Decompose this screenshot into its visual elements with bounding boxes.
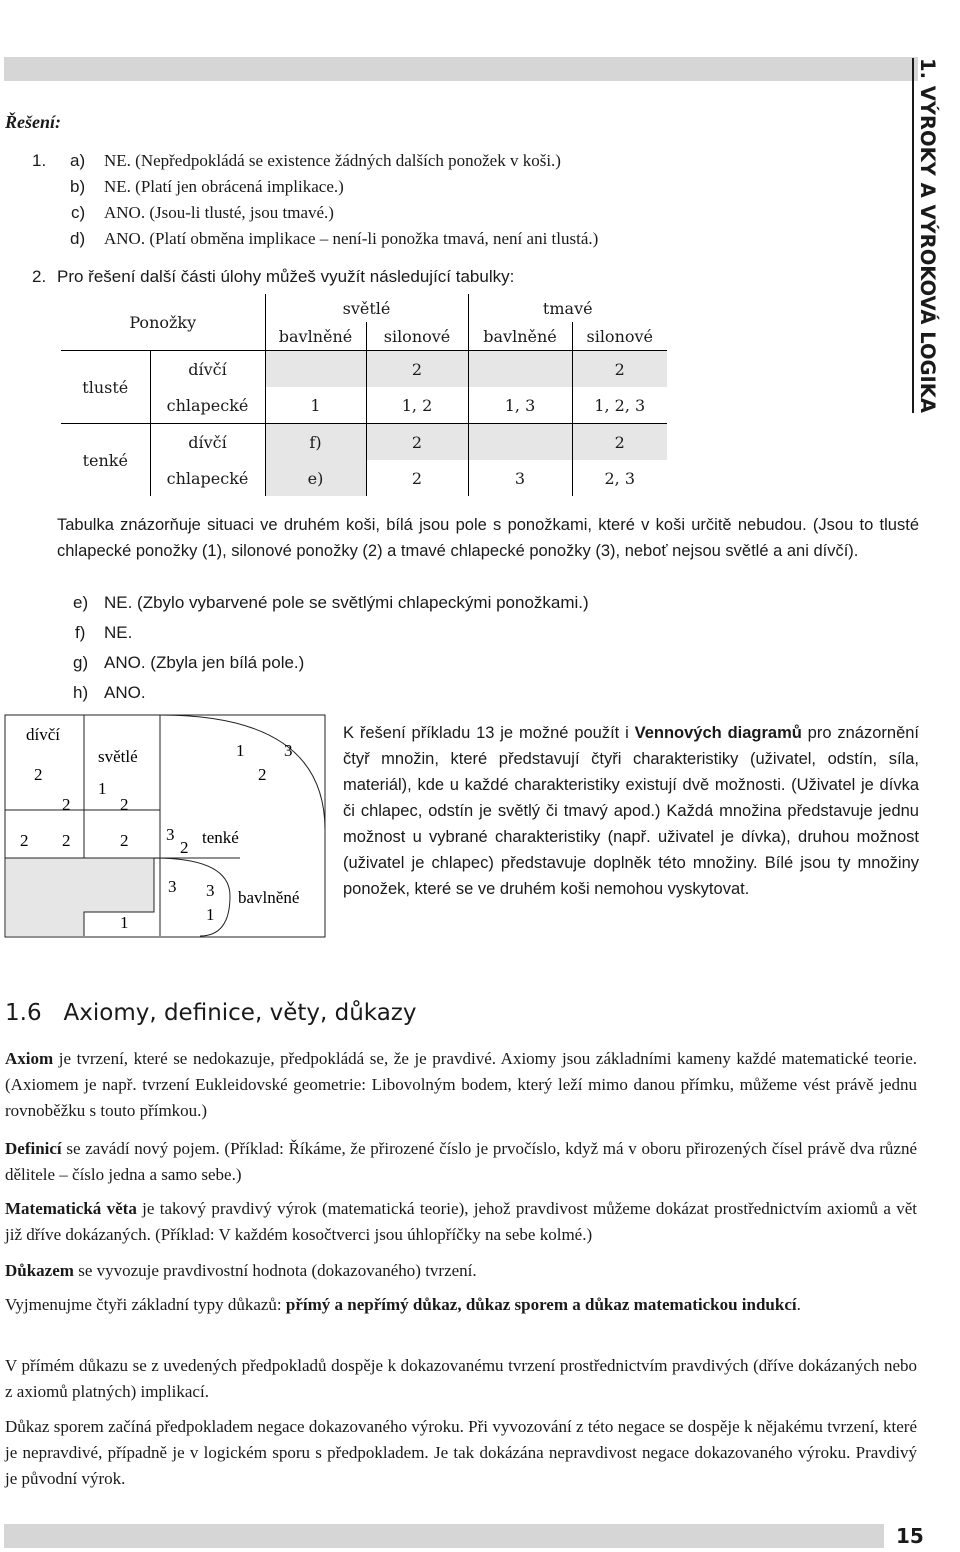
venn-label-cotton: bavlněné (238, 888, 300, 907)
cell-thick-boys-3: 1, 3 (468, 387, 572, 424)
answer-g-text: ANO. (Zbyla jen bílá pole.) (104, 653, 305, 672)
proof-text: se vyvozuje pravdivostní hodnota (dokazovaného) tvrzení. (73, 1261, 477, 1280)
cell-thin-boys-3: 3 (468, 460, 572, 496)
section-title: Axiomy, definice, věty, důkazy (63, 1000, 417, 1026)
row-thick-girls: dívčí (150, 351, 265, 388)
venn-num: 1 (120, 913, 129, 932)
table-corner: Ponožky (61, 294, 265, 351)
venn-label-girls: dívčí (26, 725, 60, 744)
venn-num: 2 (34, 765, 43, 784)
header-bar (4, 57, 918, 81)
answer-h-text: ANO. (104, 683, 146, 702)
proof-types-text: Vyjmenujme čtyři základní typy důkazů: (5, 1295, 286, 1314)
proof-paragraph (5, 1258, 917, 1284)
answer-g-label: g) (73, 653, 89, 672)
chapter-title: 1. VÝROKY A VÝROKOVÁ LOGIKA (912, 58, 938, 413)
definition-paragraph (5, 1136, 917, 1188)
cell-thin-boys-1: e) (265, 460, 366, 496)
answer-c-text: ANO. (Jsou-li tlusté, jsou tmavé.) (104, 203, 334, 222)
theorem-term: Matematická věta (5, 1199, 137, 1218)
answer-a-text: NE. (Nepředpokládá se existence žádných dalších ponožek v koši.) (104, 151, 561, 170)
cell-thin-girls-2: 2 (366, 424, 468, 461)
venn-outer-arc (160, 715, 325, 830)
solution-heading: Řešení: (5, 112, 61, 132)
answer-d-text: ANO. (Platí obměna implikace – není-li ponožka tmavá, není ani tlustá.) (104, 229, 599, 248)
answer-e-label: e) (73, 593, 89, 612)
proof-types-paragraph (5, 1292, 917, 1318)
venn-num: 3 (206, 881, 215, 900)
col-light-silk: silonové (366, 322, 468, 351)
col-dark-cotton: bavlněné (468, 322, 572, 351)
row-thin-boys: chlapecké (150, 460, 265, 496)
venn-text-before: K řešení příkladu 13 je možné použít i (343, 724, 635, 742)
venn-num: 1 (206, 905, 215, 924)
cell-thick-boys-4: 1, 2, 3 (572, 387, 667, 424)
item-2-text: Pro řešení další části úlohy můžeš využít následující tabulky: (57, 267, 515, 286)
direct-proof-paragraph: V přímém důkazu se z uvedených předpokladů dospěje k dokazovanému tvrzení prostřednictvím pravdivých (dříve dokázaných nebo z axiomů platných) implikací. (5, 1356, 917, 1401)
axiom-text: je tvrzení, které se nedokazuje, předpokládá se, že je pravdivé. Axiomy jsou základními kameny každé matematické teorie. (Axiomem je např. tvrzení Eukleidovské geometrie: Libovolným bodem, který leží mimo danou přímku, můžeme vést právě jednu rovnoběžku s touto přímkou.) (5, 1049, 917, 1120)
page-number: 15 (896, 1524, 924, 1548)
venn-label-thin: tenké (202, 828, 239, 847)
answer-b-text: NE. (Platí jen obrácená implikace.) (104, 177, 344, 196)
definition-term: Definicí (5, 1139, 62, 1158)
cell-thin-girls-1: f) (265, 424, 366, 461)
answer-f-text: NE. (104, 623, 133, 642)
section-heading (5, 1000, 416, 1026)
axiom-paragraph (5, 1046, 917, 1124)
venn-gray-region-2 (84, 858, 154, 912)
theorem-paragraph (5, 1196, 917, 1248)
contradiction-paragraph: Důkaz sporem začíná předpokladem negace dokazovaného výroku. Při vyvozování z této negace se dospěje k nějakému tvrzení, které je nepravdivé, případně je v logickém sporu s předpokladem. Je tak dokázána nepravdivost negace dokazovaného výroku. Pravdivý je původní výrok. (5, 1417, 917, 1488)
cell-thick-girls-4: 2 (572, 351, 667, 388)
row-thin-girls: dívčí (150, 424, 265, 461)
axiom-term: Axiom (5, 1049, 54, 1068)
col-dark-silk: silonové (572, 322, 667, 351)
cell-thin-boys-4: 2, 3 (604, 468, 636, 488)
venn-explanation (343, 720, 919, 902)
venn-label-light: světlé (98, 747, 138, 766)
venn-num: 2 (62, 831, 71, 850)
item-2-number: 2. (32, 267, 47, 286)
theorem-text: je takový pravdivý výrok (matematická teorie), jehož pravdivost můžeme dokázat prostřednictvím axiomů a vět již dříve dokázaných. (Příklad: V každém kosočtverci jsou úhlopříčky na sebe kolmé.) (5, 1199, 917, 1244)
venn-num: 1 (98, 779, 107, 798)
proof-types-bold: přímý a nepřímý důkaz, důkaz sporem a důkaz matematickou indukcí (285, 1295, 797, 1314)
answer-c-label: c) (71, 203, 86, 222)
venn-text-after: pro znázornění čtyř množin, které představují čtyři charakteristiky (uživatel, odstín, síla, materiál), kde u každé charakteristiky existují dvě možnosti. (Uživatel je dívka či chlapec, odstín je světlý či tmavý apod.) Každá množina představuje jednu možnost u vybrané charakteristiky (např. uživatel je dívka), druhou možnost (uživatel je chlapec) představuje doplněk této množiny. Bílé jsou ty množiny ponožek, které se ve druhém koši nemohou vyskytovat. (343, 724, 920, 898)
answer-h-label: h) (73, 683, 89, 702)
venn-num: 2 (62, 795, 71, 814)
definition-text: se zavádí nový pojem. (Příklad: Říkáme, že přirozené číslo je prvočíslo, když má v oboru přirozených čísel právě dva různé dělitele – číslo jedna a samo sebe.) (5, 1139, 917, 1184)
venn-num: 2 (20, 831, 29, 850)
venn-num: 2 (258, 765, 267, 784)
cell-thin-girls-4: 2 (572, 424, 667, 461)
row-thin: tenké (61, 424, 150, 497)
cell-thin-girls-3 (468, 424, 572, 461)
venn-num: 2 (180, 838, 189, 857)
chapter-sidebar (916, 0, 960, 413)
proof-types-end: . (796, 1295, 801, 1314)
answer-f-label: f) (75, 623, 86, 642)
proof-term: Důkazem (5, 1261, 74, 1280)
cell-thick-boys-2: 1, 2 (366, 387, 468, 424)
cell-thick-girls-2: 2 (366, 351, 468, 388)
venn-text-bold: Vennových diagramů (634, 724, 802, 742)
cell-thin-boys-2: 2 (366, 460, 468, 496)
venn-num: 1 (236, 741, 245, 760)
col-dark: tmavé (542, 298, 593, 318)
item-1-number: 1. (32, 151, 47, 170)
row-thick: tlusté (61, 351, 150, 424)
section-number: 1.6 (5, 1000, 42, 1026)
answer-b-label: b) (70, 177, 86, 196)
cell-thick-girls-1 (265, 351, 366, 388)
venn-diagram (0, 710, 332, 942)
venn-gray-region-1 (6, 858, 84, 936)
col-light: světlé (265, 294, 468, 322)
footer-bar (4, 1524, 884, 1548)
row-thick-boys: chlapecké (150, 387, 265, 424)
venn-num: 3 (168, 877, 177, 896)
col-light-cotton: bavlněné (265, 322, 366, 351)
answer-d-label: d) (70, 229, 86, 248)
answer-e-text: NE. (Zbylo vybarvené pole se světlými chlapeckými ponožkami.) (104, 593, 589, 612)
venn-num: 2 (120, 795, 129, 814)
venn-num: 2 (120, 831, 129, 850)
cell-thick-girls-3 (468, 351, 572, 388)
answer-a-label: a) (70, 151, 86, 170)
venn-num: 3 (284, 741, 293, 760)
table-explanation: Tabulka znázorňuje situaci ve druhém koši, bílá jsou pole s ponožkami, které v koši určitě nebudou. (Jsou to tlusté chlapecké ponožky (1), silonové ponožky (2) a tmavé chlapecké ponožky (3), neboť nejsou světlé a ani dívčí). (57, 516, 919, 560)
venn-num: 3 (166, 825, 175, 844)
cell-thick-boys-1: 1 (265, 387, 366, 424)
socks-table (61, 294, 667, 496)
